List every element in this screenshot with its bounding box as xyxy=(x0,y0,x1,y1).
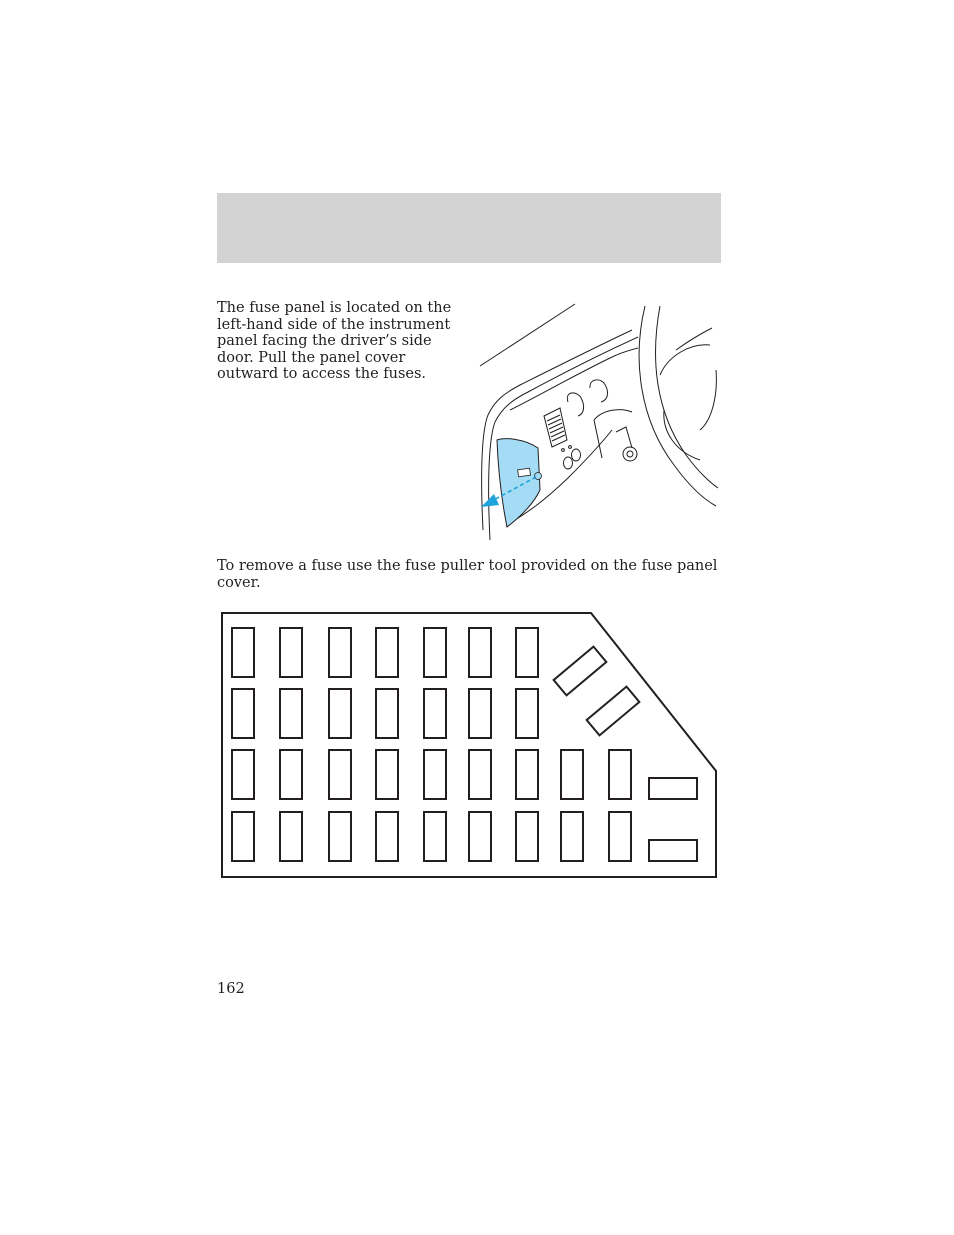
fuse-slot xyxy=(424,689,446,738)
fuse-slot xyxy=(376,628,398,677)
fuse-panel-location-text: The fuse panel is located on the left-hand side of the instrument panel facing the driver’s side door. Pull the panel cover outward to access the fuses. xyxy=(217,300,452,382)
fuse-slot xyxy=(329,750,351,799)
fuse-slot xyxy=(280,628,302,677)
fuse-slot xyxy=(561,750,583,799)
fuse-slot xyxy=(329,628,351,677)
fuse-slot xyxy=(469,812,491,861)
fuse-slot xyxy=(516,812,538,861)
fuse-slot xyxy=(376,689,398,738)
fuse-slot xyxy=(609,812,631,861)
fuse-slot xyxy=(329,689,351,738)
fuse-slot xyxy=(376,812,398,861)
fuse-removal-text: To remove a fuse use the fuse puller tool provided on the fuse panel cover. xyxy=(217,558,718,591)
fuse-slot xyxy=(424,628,446,677)
fuse-slot xyxy=(424,750,446,799)
fuse-slot xyxy=(516,689,538,738)
fuse-panel-cover-highlight xyxy=(497,439,540,527)
horizontal-fuse-slot xyxy=(649,840,697,861)
fuse-slot xyxy=(280,750,302,799)
fuse-slot xyxy=(469,628,491,677)
instrument-panel-illustration xyxy=(470,298,725,548)
fuse-slot xyxy=(609,750,631,799)
fuse-slot xyxy=(232,689,254,738)
fuse-slot xyxy=(280,689,302,738)
fuse-slot xyxy=(516,750,538,799)
fuse-slot xyxy=(424,812,446,861)
fuse-slot xyxy=(469,750,491,799)
page-number: 162 xyxy=(217,981,245,997)
fuse-slot xyxy=(561,812,583,861)
fuse-slot xyxy=(469,689,491,738)
section-header-band xyxy=(217,193,721,263)
fuse-slot xyxy=(232,750,254,799)
fuse-slot xyxy=(232,628,254,677)
fuse-slot xyxy=(232,812,254,861)
fuse-slot xyxy=(376,750,398,799)
fuse-panel-diagram xyxy=(218,608,722,882)
horizontal-fuse-slot xyxy=(649,778,697,799)
fuse-slot xyxy=(280,812,302,861)
fuse-slot xyxy=(329,812,351,861)
fuse-slot xyxy=(516,628,538,677)
